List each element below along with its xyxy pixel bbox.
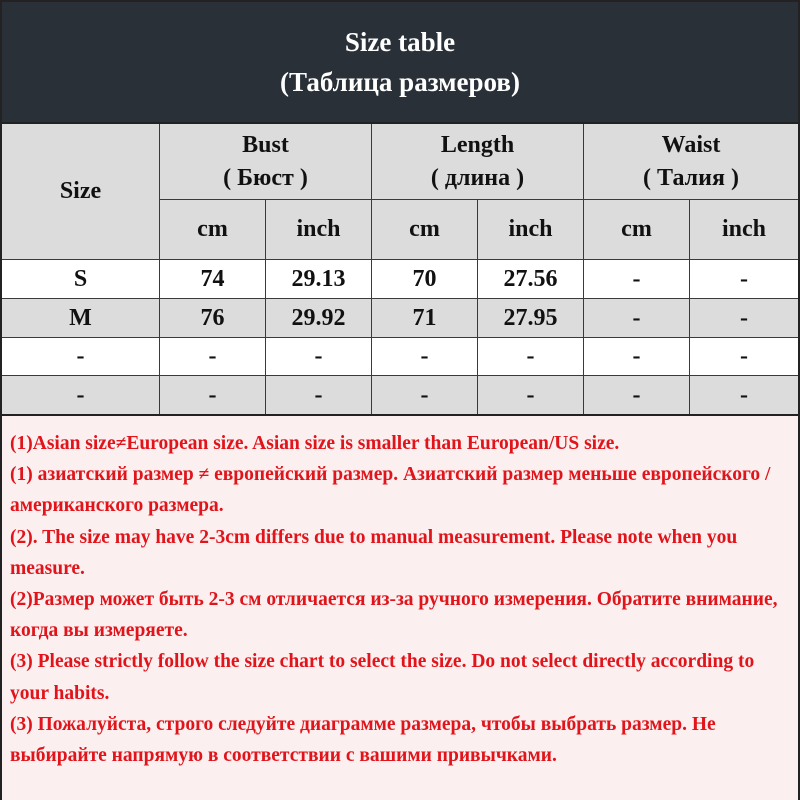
size-column-header bbox=[2, 124, 160, 260]
unit-label: cm bbox=[621, 216, 652, 242]
bust-subtitle: ( Бюст ) bbox=[223, 164, 308, 191]
cell-value: 27.56 bbox=[503, 265, 558, 292]
cell-value: 74 bbox=[200, 265, 225, 292]
cell-value: - bbox=[420, 343, 429, 369]
cell-value: 71 bbox=[412, 304, 437, 331]
cell-value: - bbox=[420, 381, 429, 408]
table-cell bbox=[584, 376, 690, 414]
cell-value: - bbox=[208, 381, 217, 408]
unit-label: inch bbox=[296, 216, 341, 242]
note-follow-chart-ru: (3) Пожалуйста, строго следуйте диаграмме размера, чтобы выбрать размер. Не выбирайте напрямую в соответствии с вашими привычками. bbox=[10, 713, 716, 767]
note-asian-size-en: (1)Asian size≠European size. Asian size is smaller than European/US size. bbox=[10, 433, 620, 454]
cell-value: - bbox=[632, 343, 641, 369]
header-subtitle: (Таблица размеров) bbox=[280, 67, 520, 97]
table-cell bbox=[266, 338, 372, 376]
cell-value: - bbox=[526, 343, 535, 369]
note-measurement-ru: (2)Размер может быть 2-3 см отличается из-за ручного измерения. Обратите внимание, когда вы измеряете. bbox=[10, 589, 778, 642]
cell-value: 27.95 bbox=[503, 304, 558, 331]
cell-value: 70 bbox=[412, 265, 437, 292]
cell-value: 76 bbox=[200, 304, 225, 331]
table-cell bbox=[690, 376, 798, 414]
table-cell bbox=[690, 260, 798, 299]
table-cell bbox=[160, 376, 266, 414]
size-label-cell bbox=[2, 338, 160, 376]
unit-label: cm bbox=[197, 216, 228, 242]
cell-value: - bbox=[740, 304, 748, 331]
length-subtitle: ( длина ) bbox=[430, 164, 525, 191]
size-label-cell bbox=[2, 299, 160, 338]
note-follow-chart-en: (3) Please strictly follow the size chart to select the size. Do not select directly according to your habits. bbox=[10, 651, 755, 704]
waist-title: Waist bbox=[661, 131, 721, 158]
unit-label: cm bbox=[409, 216, 440, 242]
size-table-header bbox=[2, 2, 798, 124]
cell-value: - bbox=[740, 343, 748, 369]
unit-header bbox=[266, 200, 372, 260]
cell-value: S bbox=[73, 265, 88, 292]
size-label-cell bbox=[2, 260, 160, 299]
unit-header bbox=[690, 200, 798, 260]
table-cell bbox=[372, 338, 478, 376]
size-column-header-label: Size bbox=[59, 178, 102, 204]
table-cell bbox=[478, 376, 584, 414]
unit-header bbox=[372, 200, 478, 260]
cell-value: - bbox=[632, 265, 641, 292]
table-cell bbox=[584, 338, 690, 376]
table-cell bbox=[690, 299, 798, 338]
table-cell bbox=[478, 299, 584, 338]
unit-header bbox=[478, 200, 584, 260]
length-group-header bbox=[372, 124, 584, 200]
cell-value: - bbox=[314, 381, 323, 408]
cell-value: - bbox=[740, 381, 748, 408]
table-cell bbox=[160, 338, 266, 376]
unit-header bbox=[160, 200, 266, 260]
cell-value: 29.92 bbox=[291, 304, 346, 331]
table-cell bbox=[584, 260, 690, 299]
cell-value: - bbox=[740, 265, 748, 292]
note-asian-size-ru: (1) азиатский размер ≠ европейский размер. Азиатский размер меньше европейского / американского размера. bbox=[10, 464, 771, 517]
cell-value: - bbox=[314, 343, 323, 369]
table-cell bbox=[266, 376, 372, 414]
cell-value: 29.13 bbox=[291, 265, 346, 292]
cell-value: - bbox=[76, 381, 85, 408]
size-table bbox=[2, 124, 798, 414]
waist-group-header bbox=[584, 124, 798, 200]
table-cell bbox=[160, 299, 266, 338]
bust-group-header bbox=[160, 124, 372, 200]
unit-label: inch bbox=[721, 216, 766, 242]
length-title: Length bbox=[440, 131, 515, 158]
table-cell bbox=[372, 299, 478, 338]
waist-subtitle: ( Талия ) bbox=[643, 164, 739, 191]
cell-value: - bbox=[632, 304, 641, 331]
table-cell bbox=[266, 260, 372, 299]
cell-value: - bbox=[526, 381, 535, 408]
header-title: Size table bbox=[344, 27, 456, 57]
table-cell bbox=[372, 260, 478, 299]
unit-header bbox=[584, 200, 690, 260]
unit-label: inch bbox=[508, 216, 553, 242]
table-cell bbox=[690, 338, 798, 376]
cell-value: - bbox=[208, 343, 217, 369]
cell-value: M bbox=[69, 304, 92, 331]
table-cell bbox=[372, 376, 478, 414]
cell-value: - bbox=[76, 343, 85, 369]
note-measurement-en: (2). The size may have 2-3cm differs due to manual measurement. Please note when you measure. bbox=[10, 526, 738, 579]
size-label-cell bbox=[2, 376, 160, 414]
table-cell bbox=[478, 338, 584, 376]
table-cell bbox=[478, 260, 584, 299]
table-cell bbox=[160, 260, 266, 299]
cell-value: - bbox=[632, 381, 641, 408]
table-cell bbox=[584, 299, 690, 338]
bust-title: Bust bbox=[242, 131, 289, 158]
size-notes bbox=[2, 414, 798, 800]
table-cell bbox=[266, 299, 372, 338]
